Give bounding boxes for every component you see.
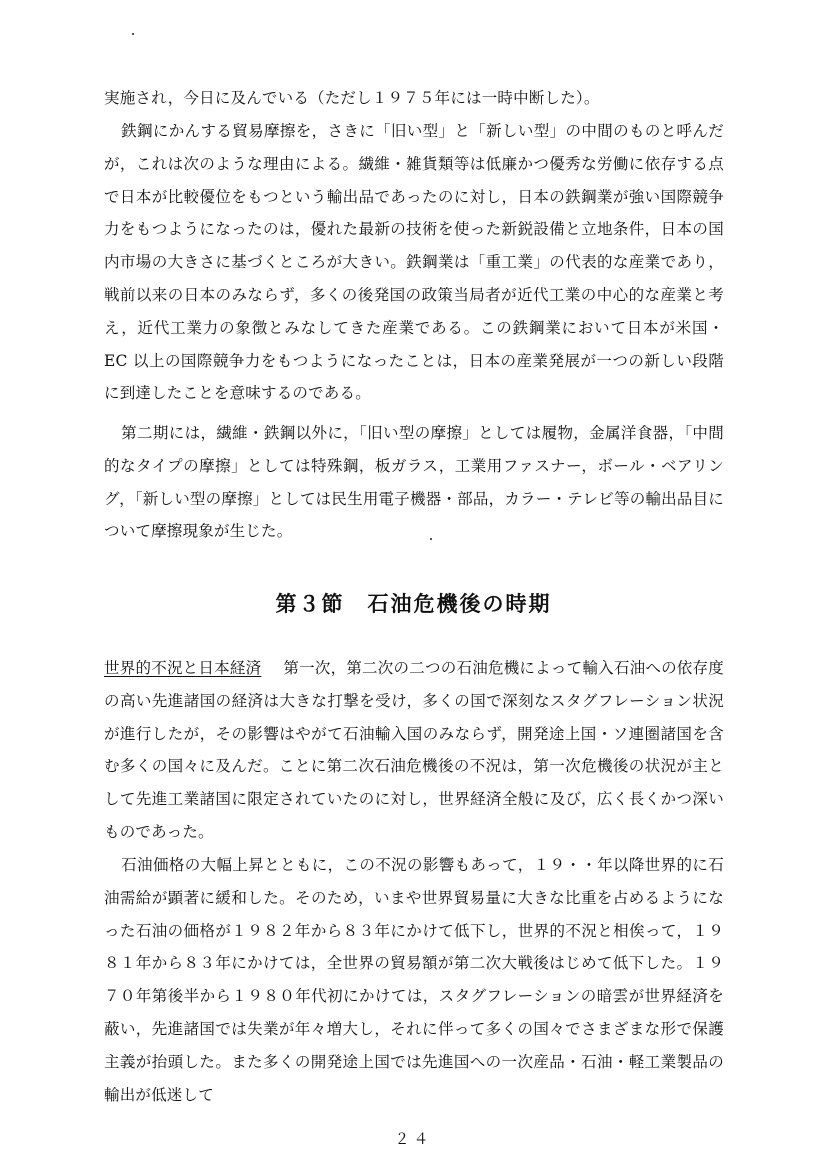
paragraph-text: 第二期には，繊維・鉄鋼以外に，「旧い型の摩擦」としては履物，金属洋食器，「中間的なタイプの摩擦」としては特殊鋼，板ガラス，工業用ファスナー，ボール・ベアリング，「新しい型の摩擦」としては民生用電子機器・部品，カラー・テレビ等の輸出品目について摩擦現象が生じた。: [104, 424, 724, 541]
paragraph-world-recession: [104, 652, 724, 849]
paragraph-continuation: [104, 82, 724, 115]
paragraph-steel-friction: [104, 115, 724, 410]
page-number: ２４: [394, 1130, 433, 1148]
paragraph-second-period: [104, 417, 724, 548]
paragraph-text: 鉄鋼にかんする貿易摩擦を，さきに「旧い型」と「新しい型」の中間のものと呼んだが，これは次のような理由による。繊維・雑貨類等は低廉かつ優秀な労働に依存する点で日本が比較優位をもつという輸出品であったのに対し，日本の鉄鋼業が強い国際競争力をもつようになったのは，優れた最新の技術を使った新鋭設備と立地条件，日本の国内市場の大きさに基づくところが大きい。鉄鋼業は「重工業」の代表的な産業であり，戦前以来の日本のみならず，多くの後発国の政策当局者が近代工業の中心的な産業と考え，近代工業力の象徴とみなしてきた産業である。この鉄鋼業において日本が米国・ EC 以上の国際競争力をもつようになったことは，日本の産業発展が一つの新しい段階に到達したことを意味するのである。: [104, 122, 724, 403]
run-in-heading: 世界的不況と日本経済: [104, 659, 262, 677]
paragraph-text: 実施され，今日に及んでいる（ただし１９７５年には一時中断した）。: [104, 89, 600, 107]
scan-speck: [430, 538, 432, 540]
section-heading: 第３節 石油危機後の時期: [275, 592, 552, 616]
scan-speck: [132, 33, 134, 35]
paragraph-oil-price: [104, 849, 724, 1111]
paragraph-text: 第一次，第二次の二つの石油危機によって輸入石油への依存度の高い先進諸国の経済は大きな打撃を受け，多くの国で深刻なスタグフレーション状況が進行したが，その影響はやがて石油輸入国のみならず，開発途上国・ソ連圏諸国を含む多くの国々に及んだ。ことに第二次石油危機後の不況は，第一次危機後の状況が主として先進工業諸国に限定されていたのに対し，世界経済全般に及び，広く長くかつ深いものであった。: [104, 659, 724, 841]
paragraph-text: 石油価格の大幅上昇とともに，この不況の影響もあって，１９・・年以降世界的に石油需給が顕著に緩和した。そのため，いまや世界貿易量に大きな比重を占めるようになった石油の価格が１９８２年から８３年にかけて低下し，世界的不況と相俟って，１９８１年から８３年にかけては，全世界の貿易額が第二次大戦後はじめて低下した。１９７０年第後半から１９８０年代初にかけては，スタグフレーションの暗雲が世界経済を蔽い，先進諸国では失業が年々増大し，それに伴って多くの国々でさまざまな形で保護主義が抬頭した。また多くの開発途上国では先進国への一次産品・石油・軽工業製品の輸出が低迷して: [104, 856, 724, 1104]
